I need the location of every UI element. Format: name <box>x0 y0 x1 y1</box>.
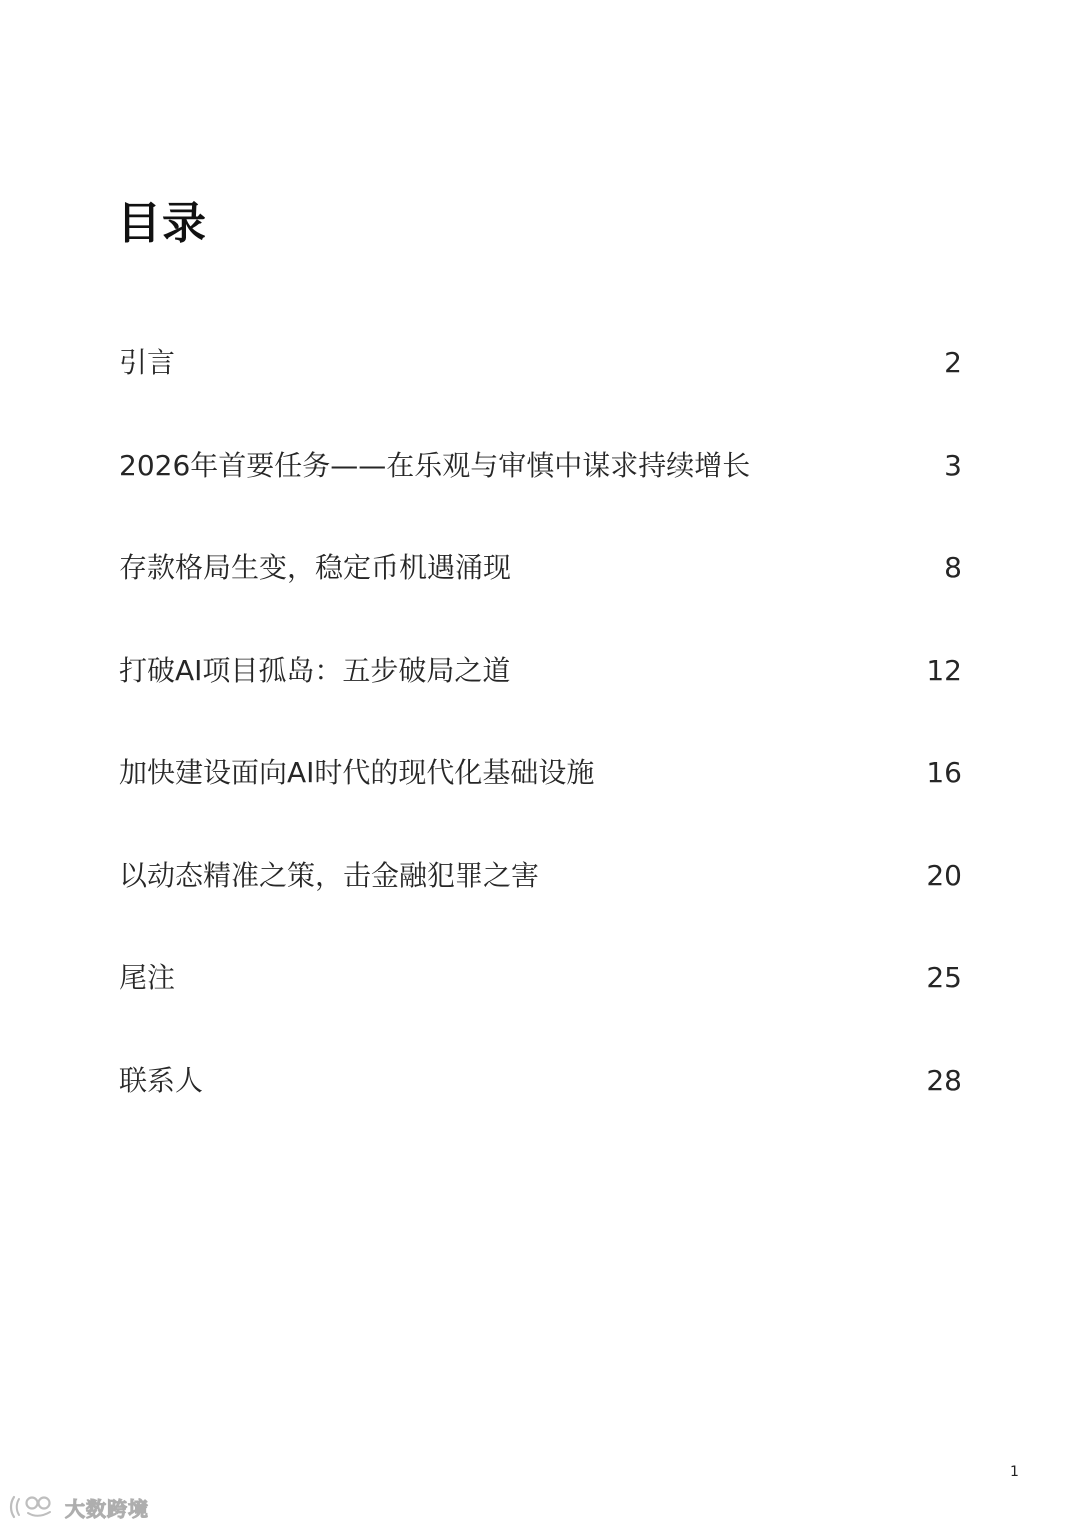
toc-entry[interactable] <box>119 620 962 723</box>
toc-entry-page: 8 <box>944 551 962 585</box>
toc-entry-title: 加快建设面向AI时代的现代化基础设施 <box>119 756 595 790</box>
toc-entry-page: 16 <box>926 756 962 790</box>
toc-entry-title: 以动态精准之策，击金融犯罪之害 <box>119 858 540 892</box>
toc-entry-title: 尾注 <box>119 961 176 995</box>
toc-entry-title: 联系人 <box>119 1063 204 1097</box>
toc-entry-page: 3 <box>944 448 962 482</box>
toc-entry[interactable] <box>119 517 962 620</box>
toc-entry-title: 存款格局生变，稳定币机遇涌现 <box>119 551 512 585</box>
toc-entry-page: 20 <box>926 858 962 892</box>
toc-entry[interactable] <box>119 722 962 825</box>
toc-entry-title: 打破AI项目孤岛：五步破局之道 <box>119 653 511 687</box>
toc-title: 目录 <box>117 198 207 249</box>
toc-entry[interactable] <box>119 415 962 518</box>
toc-entry-page: 25 <box>926 961 962 995</box>
toc-entry[interactable] <box>119 312 962 415</box>
watermark-logo-icon <box>8 1493 60 1521</box>
watermark <box>8 1492 149 1522</box>
toc-entry-title: 2026年首要任务——在乐观与审慎中谋求持续增长 <box>119 448 751 482</box>
toc-entry-page: 12 <box>926 653 962 687</box>
toc-entry[interactable] <box>119 1030 962 1133</box>
toc-entry-page: 28 <box>926 1063 962 1097</box>
toc-entry[interactable] <box>119 825 962 928</box>
toc-entry-page: 2 <box>944 346 962 380</box>
page-number: 1 <box>1010 1464 1019 1480</box>
toc-list <box>119 312 962 1132</box>
toc-entry-title: 引言 <box>119 346 176 380</box>
watermark-text: 大数跨境 <box>65 1496 149 1521</box>
toc-entry[interactable] <box>119 927 962 1030</box>
